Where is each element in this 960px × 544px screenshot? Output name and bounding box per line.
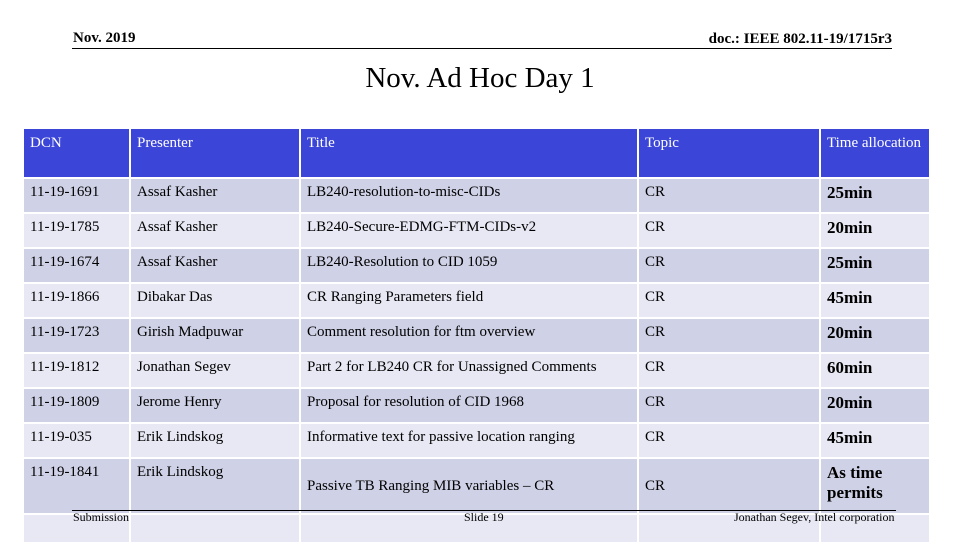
cell-presenter: Girish Madpuwar bbox=[130, 318, 300, 353]
cell-topic: CR bbox=[638, 458, 820, 514]
cell-title: LB240-resolution-to-misc-CIDs bbox=[300, 178, 638, 213]
cell-title: Part 2 for LB240 CR for Unassigned Comments bbox=[300, 353, 638, 388]
cell-dcn: 11-19-035 bbox=[23, 423, 130, 458]
cell-dcn: 11-19-1674 bbox=[23, 248, 130, 283]
cell-dcn: 11-19-1812 bbox=[23, 353, 130, 388]
cell-presenter: Jonathan Segev bbox=[130, 353, 300, 388]
cell-time: 20min bbox=[820, 213, 930, 248]
schedule-table bbox=[22, 127, 931, 544]
slide-title: Nov. Ad Hoc Day 1 bbox=[365, 62, 595, 94]
cell-title: Informative text for passive location ranging bbox=[300, 423, 638, 458]
cell-time: 20min bbox=[820, 388, 930, 423]
cell-time: 45min bbox=[820, 283, 930, 318]
cell-dcn: 11-19-1841 bbox=[23, 458, 130, 514]
cell-presenter: Assaf Kasher bbox=[130, 248, 300, 283]
table-row bbox=[23, 353, 930, 388]
col-header-title: Title bbox=[300, 128, 638, 178]
cell-topic: CR bbox=[638, 178, 820, 213]
cell-presenter: Assaf Kasher bbox=[130, 178, 300, 213]
cell-title: Proposal for resolution of CID 1968 bbox=[300, 388, 638, 423]
cell-presenter: Erik Lindskog bbox=[130, 423, 300, 458]
cell-time: As time permits bbox=[820, 458, 930, 514]
table-row bbox=[23, 458, 930, 514]
cell-presenter: Jerome Henry bbox=[130, 388, 300, 423]
cell-presenter: Erik Lindskog bbox=[130, 458, 300, 514]
header-divider bbox=[72, 48, 892, 49]
footer-slide-number: Slide 19 bbox=[464, 510, 504, 524]
table-row bbox=[23, 283, 930, 318]
col-header-topic: Topic bbox=[638, 128, 820, 178]
col-header-dcn: DCN bbox=[23, 128, 130, 178]
cell-title: Comment resolution for ftm overview bbox=[300, 318, 638, 353]
cell-title: Passive TB Ranging MIB variables – CR bbox=[300, 458, 638, 514]
cell-presenter: Dibakar Das bbox=[130, 283, 300, 318]
cell-time: 25min bbox=[820, 178, 930, 213]
table-row bbox=[23, 178, 930, 213]
cell-title: CR Ranging Parameters field bbox=[300, 283, 638, 318]
col-header-time: Time allocation bbox=[820, 128, 930, 178]
cell-time: 60min bbox=[820, 353, 930, 388]
cell-topic: CR bbox=[638, 248, 820, 283]
table-row bbox=[23, 318, 930, 353]
table-row bbox=[23, 213, 930, 248]
cell-topic: CR bbox=[638, 318, 820, 353]
cell-topic: CR bbox=[638, 283, 820, 318]
cell-dcn: 11-19-1691 bbox=[23, 178, 130, 213]
cell-time: 25min bbox=[820, 248, 930, 283]
cell-time: 45min bbox=[820, 423, 930, 458]
table-row bbox=[23, 248, 930, 283]
cell-title: LB240-Secure-EDMG-FTM-CIDs-v2 bbox=[300, 213, 638, 248]
footer-submission: Submission bbox=[73, 510, 130, 524]
cell-topic: CR bbox=[638, 388, 820, 423]
cell-dcn: 11-19-1785 bbox=[23, 213, 130, 248]
col-header-presenter: Presenter bbox=[130, 128, 300, 178]
cell-title: LB240-Resolution to CID 1059 bbox=[300, 248, 638, 283]
cell-presenter: Assaf Kasher bbox=[130, 213, 300, 248]
cell-topic: CR bbox=[638, 353, 820, 388]
cell-dcn: 11-19-1809 bbox=[23, 388, 130, 423]
cell-topic: CR bbox=[638, 423, 820, 458]
header-date: Nov. 2019 bbox=[73, 30, 136, 46]
cell-topic: CR bbox=[638, 213, 820, 248]
cell-dcn: 11-19-1866 bbox=[23, 283, 130, 318]
cell-dcn: 11-19-1723 bbox=[23, 318, 130, 353]
table-header-row bbox=[23, 128, 930, 178]
table-row bbox=[23, 423, 930, 458]
footer-author: Jonathan Segev, Intel corporation bbox=[734, 510, 895, 524]
cell-time: 20min bbox=[820, 318, 930, 353]
table-row bbox=[23, 388, 930, 423]
header-doc-id: doc.: IEEE 802.11-19/1715r3 bbox=[708, 31, 892, 47]
